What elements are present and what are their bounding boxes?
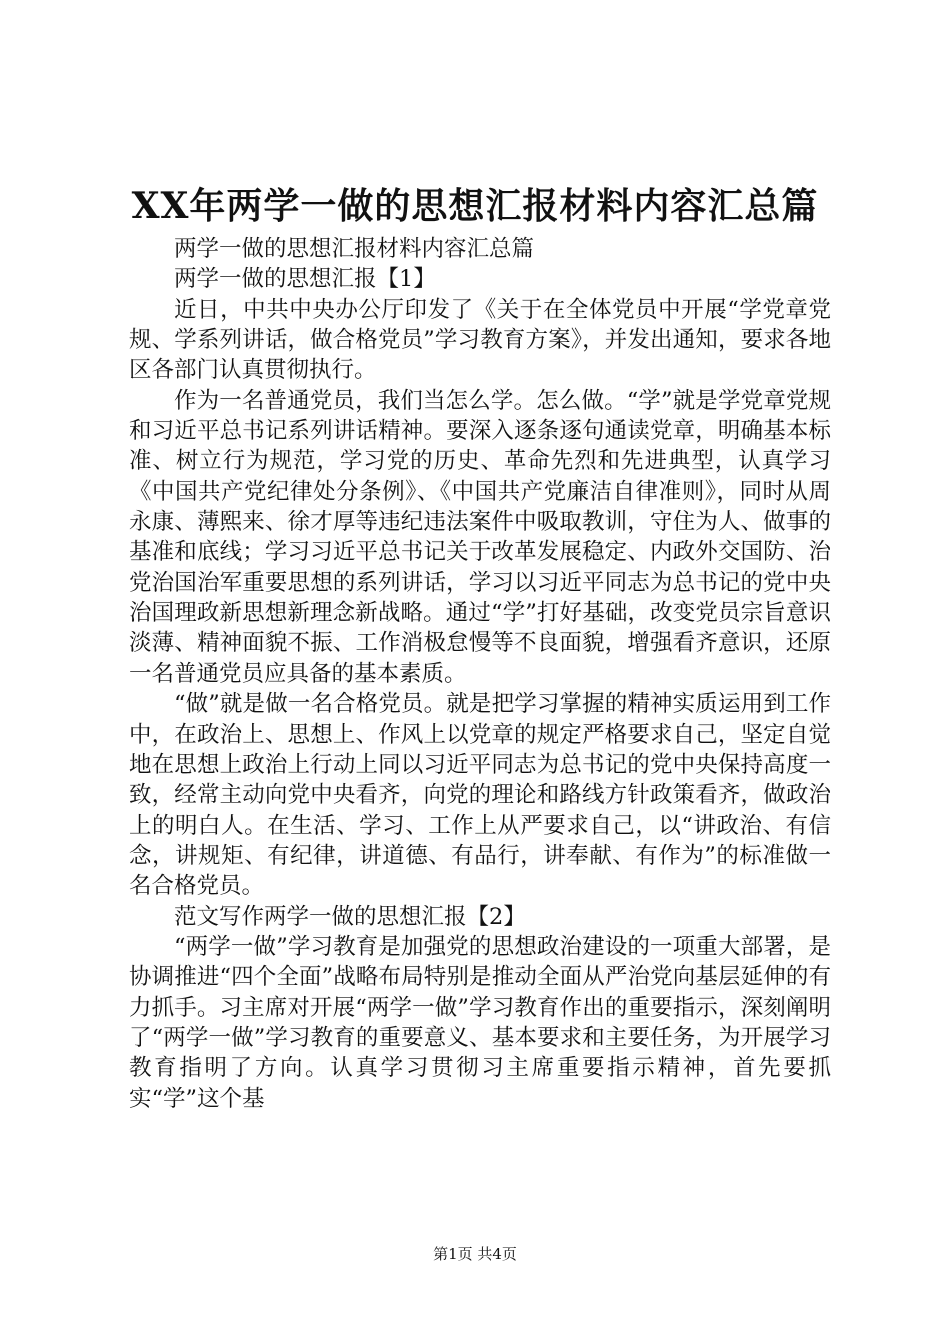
document-title: XX年两学一做的思想汇报材料内容汇总篇 bbox=[131, 185, 819, 227]
paragraph: “做”就是做一名合格党员。就是把学习掌握的精神实质运用到工作中，在政治上、思想上、作风上以党章的规定严格要求自己，坚定自觉地在思想上政治上行动上同以习近平同志为总书记的党中央保持高度一致，经常主动向党中央看齐，向党的理论和路线方针政策看齐，做政治上的明白人。在生活、学习、工作上从严要求自己，以“讲政治、有信念，讲规矩、有纪律，讲道德、有品行，讲奉献、有作为”的标准做一名合格党员。 bbox=[129, 691, 831, 900]
paragraph: 近日，中共中央办公厅印发了《关于在全体党员中开展“学党章党规、学系列讲话，做合格党员”学习教育方案》，并发出通知，要求各地区各部门认真贯彻执行。 bbox=[129, 296, 831, 384]
page-footer: 第1页 共4页 bbox=[433, 1245, 517, 1263]
section-heading-2: 范文写作两学一做的思想汇报【2】 bbox=[174, 903, 526, 930]
section-heading-1: 两学一做的思想汇报【1】 bbox=[174, 266, 436, 293]
document-body bbox=[129, 234, 831, 1114]
subtitle-line: 两学一做的思想汇报材料内容汇总篇 bbox=[174, 236, 535, 262]
paragraph: 作为一名普通党员，我们当怎么学。怎么做。“学”就是学党章党规和习近平总书记系列讲话精神。要深入逐条逐句通读党章，明确基本标准、树立行为规范，学习党的历史、革命先烈和先进典型，认真学习《中国共产党纪律处分条例》、《中国共产党廉洁自律准则》，同时从周永康、薄熙来、徐才厚等违纪违法案件中吸取教训，守住为人、做事的基准和底线；学习习近平总书记关于改革发展稳定、内政外交国防、治党治国治军重要思想的系列讲话，学习以习近平同志为总书记的党中央治国理政新思想新理念新战略。通过“学”打好基础，改变党员宗旨意识淡薄、精神面貌不振、工作消极怠慢等不良面貌，增强看齐意识，还原一名普通党员应具备的基本素质。 bbox=[129, 387, 831, 687]
paragraph: “两学一做”学习教育是加强党的思想政治建设的一项重大部署，是协调推进“四个全面”战略布局特别是推动全面从严治党向基层延伸的有力抓手。习主席对开展“两学一做”学习教育作出的重要指示，深刻阐明了“两学一做”学习教育的重要意义、基本要求和主要任务，为开展学习教育指明了方向。认真学习贯彻习主席重要指示精神，首先要抓实“学”这个基 bbox=[129, 933, 831, 1112]
